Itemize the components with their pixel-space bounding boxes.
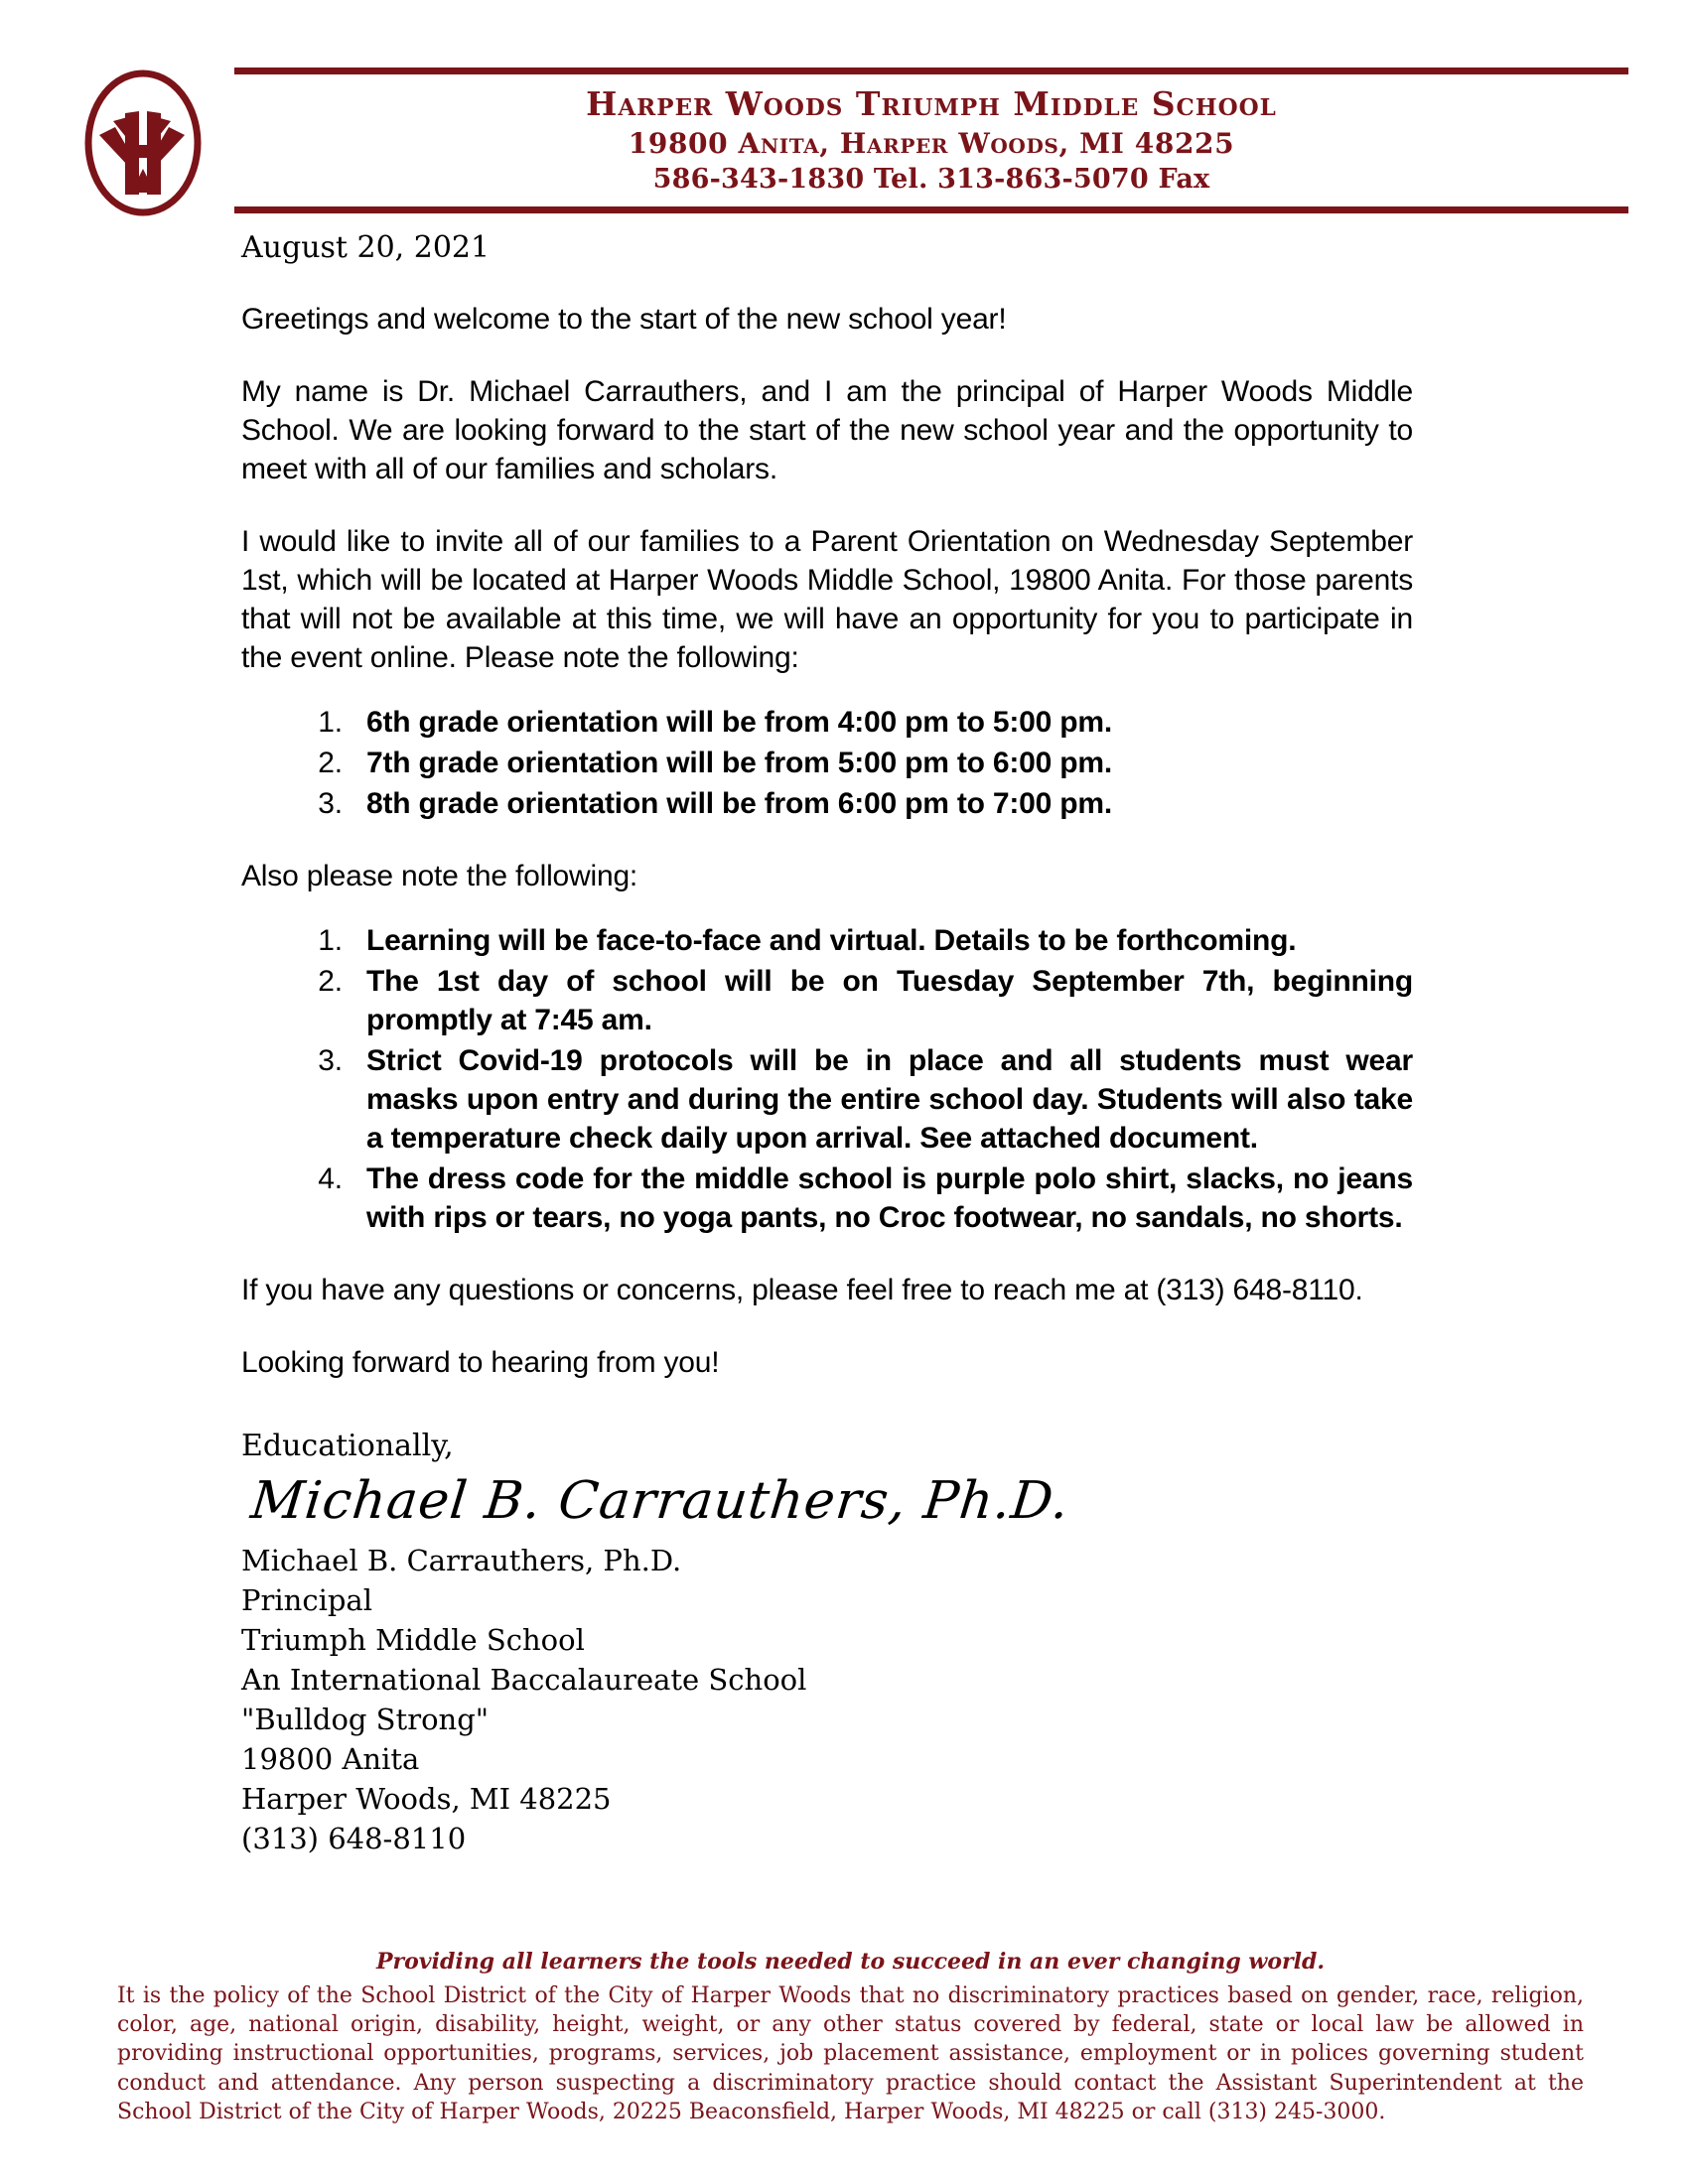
list-item: 2. The 1st day of school will be on Tuesday September 7th, beginning promptly at 7:45 am.: [351, 962, 1413, 1039]
signer-name: Michael B. Carrauthers, Ph.D.: [241, 1543, 682, 1577]
signer-title: Principal: [241, 1582, 372, 1617]
header-lines: [234, 74, 1628, 201]
signer-street: 19800 Anita: [241, 1741, 420, 1776]
list-item: 3. Strict Covid-19 protocols will be in place and all students must wear masks upon entry and during the entire school day. Students will also take a temperature check daily upon arrival. See attached document.: [351, 1041, 1413, 1158]
list-item: 2. 7th grade orientation will be from 5:00 pm to 6:00 pm.: [351, 744, 1413, 782]
header-rule-top: [234, 68, 1628, 74]
signer-phone: (313) 648-8110: [241, 1821, 467, 1855]
school-name: Harper Woods Triumph Middle School: [586, 84, 1277, 123]
school-logo: [77, 69, 209, 216]
signer-city-state-zip: Harper Woods, MI 48225: [241, 1781, 612, 1816]
intro-paragraph: My name is Dr. Michael Carrauthers, and I am the principal of Harper Woods Middle School. We are looking forward to the start of the new school year and the opportunity to meet with all of our families and scholars.: [241, 375, 1413, 485]
signer-school: Triumph Middle School: [241, 1622, 585, 1657]
list-item: 1. Learning will be face-to-face and virtual. Details to be forthcoming.: [351, 921, 1413, 960]
nondiscrimination-disclaimer: It is the policy of the School District of the City of Harper Woods that no discriminatory practices based on gender, race, religion, color, age, national origin, disability, height, weight, or any other status covered by federal, state or local law be allowed in providing instructional opportunities, programs, services, job placement assistance, employment or in polices governing student conduct and attendance. Any person suspecting a discriminatory practice should contact the Assistant Superintendent at the School District of the City of Harper Woods, 20225 Beaconsfield, Harper Woods, MI 48225 or call (313) 245-3000.: [117, 1982, 1584, 2124]
orientation-schedule-list: [241, 703, 1413, 823]
school-address: 19800 Anita, Harper Woods, MI 48225: [628, 126, 1235, 160]
list-item: 4. The dress code for the middle school is purple polo shirt, slacks, no jeans with rips or tears, no yoga pants, no Croc footwear, no sandals, no shorts.: [351, 1160, 1413, 1237]
page-footer: [0, 1949, 1688, 2126]
signer-school-designation: An International Baccalaureate School: [241, 1662, 807, 1697]
letter-date: August 20, 2021: [241, 230, 491, 265]
invitation-paragraph: I would like to invite all of our families to a Parent Orientation on Wednesday September 1st, which will be located at Harper Woods Middle School, 19800 Anita. For those parents that will not be available at this time, we will have an opportunity for you to participate in the event online. Please note the following:: [241, 525, 1413, 674]
letter-body: [0, 230, 1688, 1858]
also-note-paragraph: Also please note the following:: [241, 860, 638, 892]
footer-tagline: Providing all learners the tools needed to succeed in an ever changing world.: [376, 1949, 1325, 1976]
school-notes-list: [241, 921, 1413, 1237]
header-rule-bottom: [234, 206, 1628, 213]
closing-paragraph: Looking forward to hearing from you!: [241, 1346, 720, 1379]
signature-area: [241, 1428, 1413, 1858]
letter-content: [241, 230, 1413, 1858]
handwritten-signature: Michael B. Carrauthers, Ph.D.: [247, 1470, 1072, 1531]
greeting-paragraph: Greetings and welcome to the start of the new school year!: [241, 303, 1007, 336]
list-item: 3. 8th grade orientation will be from 6:00 pm to 7:00 pm.: [351, 784, 1413, 823]
letterhead: [0, 0, 1688, 196]
school-phone-fax: 586-343-1830 Tel. 313-863-5070 Fax: [652, 164, 1210, 196]
questions-paragraph: If you have any questions or concerns, please feel free to reach me at (313) 648-8110.: [241, 1274, 1363, 1306]
signature-block: [241, 1541, 1413, 1858]
closing-salutation: Educationally,: [241, 1429, 454, 1463]
letterhead-text-block: [234, 68, 1628, 213]
signer-motto: "Bulldog Strong": [241, 1702, 490, 1736]
list-item: 1. 6th grade orientation will be from 4:00 pm to 5:00 pm.: [351, 703, 1413, 742]
hw-monogram-icon: [77, 69, 209, 216]
